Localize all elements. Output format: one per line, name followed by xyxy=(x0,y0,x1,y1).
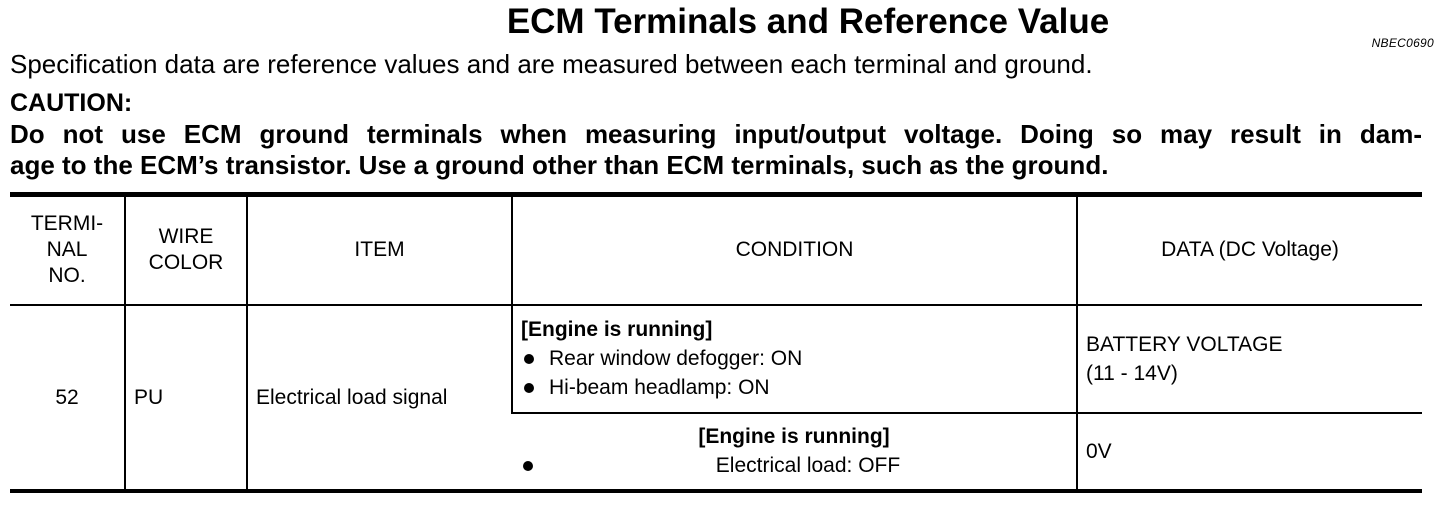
header-data: DATA (DC Voltage) xyxy=(1077,195,1422,305)
header-condition: CONDITION xyxy=(512,195,1077,305)
condition-bullet: Electrical load: OFF xyxy=(520,451,1068,480)
header-wire-line-1: WIRE xyxy=(158,225,214,249)
condition-state: [Engine is running] xyxy=(521,318,713,341)
condition-cell xyxy=(512,413,1077,491)
header-terminal-line-2: NAL xyxy=(46,238,88,262)
data-value-line-1: BATTERY VOLTAGE xyxy=(1086,332,1283,356)
condition-bullet: Rear window defogger: ON xyxy=(521,344,1068,373)
intro-text: Specification data are reference values and are measured between each terminal and ground. xyxy=(10,49,1093,79)
table-header-row xyxy=(10,195,1422,305)
reference-code: NBEC0690 xyxy=(1371,36,1434,50)
caution-line-1: Do not use ECM ground terminals when measuring input/output voltage. Doing so may result in dam- xyxy=(10,119,1422,149)
condition-state: [Engine is running] xyxy=(698,425,890,448)
item-cell: Electrical load signal xyxy=(247,305,512,491)
terminal-number-cell: 52 xyxy=(10,305,125,491)
wire-color-cell: PU xyxy=(125,305,247,491)
header-item: ITEM xyxy=(247,195,512,305)
terminal-reference-table xyxy=(10,192,1422,493)
header-terminal-no xyxy=(10,195,125,305)
condition-cell xyxy=(512,305,1077,413)
data-cell xyxy=(1077,305,1422,413)
caution-line-2: age to the ECM’s transistor. Use a ground other than ECM terminals, such as the ground. xyxy=(10,150,1109,180)
header-terminal-line-3: NO. xyxy=(48,264,86,288)
data-value-line-2: (11 - 14V) xyxy=(1086,361,1178,385)
data-cell xyxy=(1077,413,1422,491)
header-wire-line-2: COLOR xyxy=(148,251,224,275)
caution-text xyxy=(10,119,1422,181)
condition-bullet: Hi-beam headlamp: ON xyxy=(521,373,1068,402)
header-terminal-line-1: TERMI- xyxy=(30,212,104,236)
caution-heading: CAUTION: xyxy=(10,89,133,117)
header-wire-color xyxy=(125,195,247,305)
data-value-line-1: 0V xyxy=(1086,439,1112,463)
page-title: ECM Terminals and Reference Value xyxy=(506,2,1110,41)
table-row xyxy=(10,305,1422,413)
